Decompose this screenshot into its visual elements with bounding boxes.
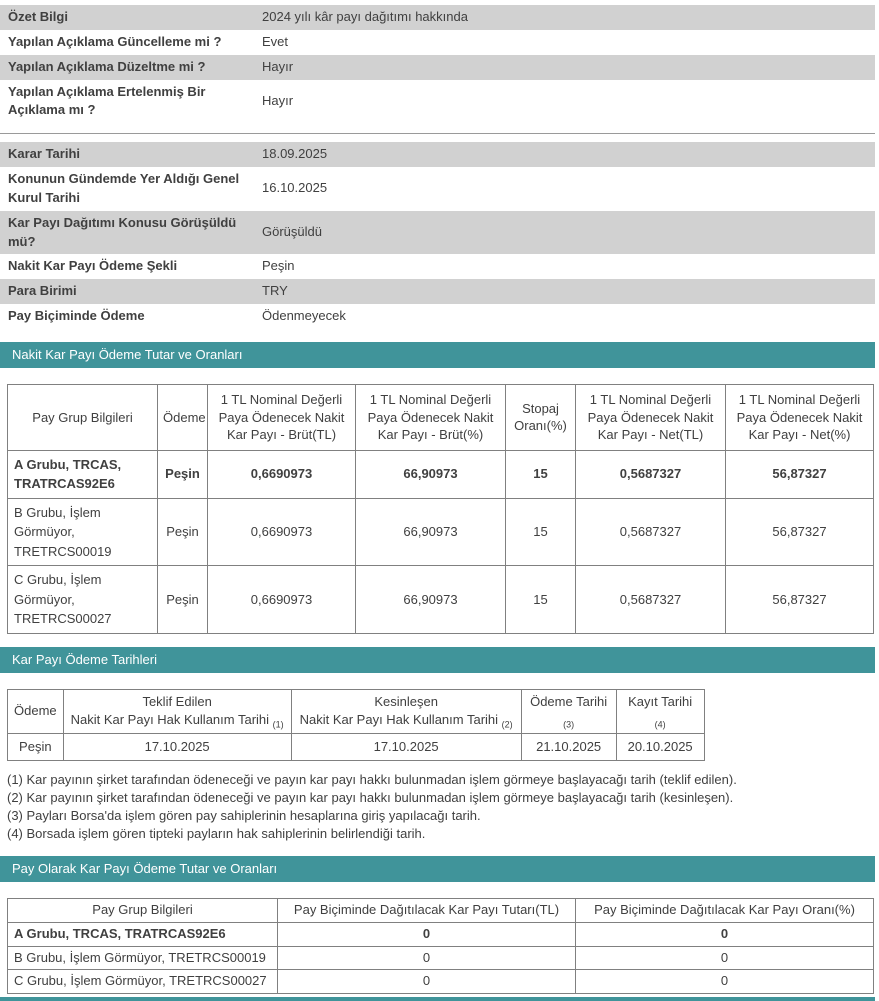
section-header-stock-dividend: Pay Olarak Kar Payı Ödeme Tutar ve Oranları xyxy=(0,856,875,882)
footnote-ref-1: (1) xyxy=(272,720,284,731)
info-value: Hayır xyxy=(262,92,294,108)
footnote-ref-3: (3) xyxy=(563,720,575,731)
col-header-pay-grup: Pay Grup Bilgileri xyxy=(8,384,158,450)
footnote-ref-2: (2) xyxy=(501,720,513,731)
cell-brut-pct: 66,90973 xyxy=(356,498,506,566)
cell-net-pct: 56,87327 xyxy=(726,566,874,634)
cell-brut-tl: 0,6690973 xyxy=(208,450,356,498)
footnote-1: (1) Kar payının şirket tarafından ödeneceği ve payın kar payı hakkı bulunmadan işlem görmeye başlayacağı tarih (teklif edilen). xyxy=(7,771,737,787)
col-header-net-pct: 1 TL Nominal Değerli Paya Ödenecek Nakit Kar Payı - Net(%) xyxy=(726,384,874,450)
section-header-cash-dividend: Nakit Kar Payı Ödeme Tutar ve Oranları xyxy=(0,342,875,368)
info-label: Nakit Kar Payı Ödeme Şekli xyxy=(8,258,178,274)
col-header-kayit-tarihi xyxy=(616,689,704,734)
info-row-guncelleme xyxy=(0,30,875,55)
stock-dividend-table xyxy=(7,898,874,995)
cell-brut-pct: 66,90973 xyxy=(356,566,506,634)
col-header-brut-tl: 1 TL Nominal Değerli Paya Ödenecek Nakit Kar Payı - Brüt(TL) xyxy=(208,384,356,450)
info-row-pay-biciminde-odeme xyxy=(0,304,875,329)
cell-odeme: Peşin xyxy=(8,734,64,761)
cell-group: C Grubu, İşlem Görmüyor, TRETRCS00027 xyxy=(8,566,158,634)
table-row-pesin xyxy=(8,734,705,761)
cell-net-tl: 0,5687327 xyxy=(576,566,726,634)
col-header-oran-pct: Pay Biçiminde Dağıtılacak Kar Payı Oranı(%) xyxy=(576,898,874,922)
info-row-para-birimi xyxy=(0,279,875,304)
col-header-pay-grup: Pay Grup Bilgileri xyxy=(8,898,278,922)
cell-net-tl: 0,5687327 xyxy=(576,450,726,498)
cell-stopaj: 15 xyxy=(506,450,576,498)
cell-stopaj: 15 xyxy=(506,498,576,566)
cell-odeme-tarihi: 21.10.2025 xyxy=(521,734,616,761)
cash-dividend-table xyxy=(7,384,874,634)
cell-net-pct: 56,87327 xyxy=(726,498,874,566)
cell-group: B Grubu, İşlem Görmüyor, TRETRCS00019 xyxy=(8,498,158,566)
cell-brut-pct: 66,90973 xyxy=(356,450,506,498)
cell-odeme: Peşin xyxy=(158,566,208,634)
info-value: 16.10.2025 xyxy=(262,180,328,196)
cell-tutar: 0 xyxy=(278,922,576,946)
cell-oran: 0 xyxy=(576,946,874,970)
info-label: Yapılan Açıklama Ertelenmiş Bir Açıklama mı ? xyxy=(8,83,206,118)
col-header-odeme: Ödeme xyxy=(8,689,64,734)
info-value: Evet xyxy=(262,33,289,49)
info-row-karar-tarihi xyxy=(0,142,875,167)
table-row-b-grubu xyxy=(8,498,874,566)
cell-teklif-tarih: 17.10.2025 xyxy=(63,734,291,761)
payment-dates-table xyxy=(7,689,705,761)
cell-oran: 0 xyxy=(576,970,874,994)
info-value: Ödenmeyecek xyxy=(262,308,346,324)
table-row-a-grubu xyxy=(8,450,874,498)
table-header-row xyxy=(8,384,874,450)
info-row-duzeltme xyxy=(0,55,875,80)
cell-tutar: 0 xyxy=(278,970,576,994)
info-label: Özet Bilgi xyxy=(8,9,68,24)
cell-group: B Grubu, İşlem Görmüyor, TRETRCS00019 xyxy=(8,946,278,970)
header-line2: Nakit Kar Payı Hak Kullanım Tarihi xyxy=(70,712,270,728)
info-row-ozet-bilgi xyxy=(0,5,875,30)
info-label: Pay Biçiminde Ödeme xyxy=(8,308,145,324)
header-line1: Teklif Edilen xyxy=(142,693,212,709)
cell-brut-tl: 0,6690973 xyxy=(208,566,356,634)
col-header-stopaj: Stopaj Oranı(%) xyxy=(506,384,576,450)
info-label: Konunun Gündemde Yer Aldığı Genel Kurul Tarihi xyxy=(8,171,240,205)
col-header-odeme: Ödeme xyxy=(158,384,208,450)
info-label: Yapılan Açıklama Güncelleme mi ? xyxy=(8,33,222,49)
header-line1: Kesinleşen xyxy=(374,693,438,709)
table-row-b-grubu xyxy=(8,946,874,970)
col-header-odeme-tarihi xyxy=(521,689,616,734)
table-row-a-grubu xyxy=(8,922,874,946)
info-value: 18.09.2025 xyxy=(262,146,328,162)
cell-group: A Grubu, TRCAS, TRATRCAS92E6 xyxy=(8,450,158,498)
info-label: Yapılan Açıklama Düzeltme mi ? xyxy=(8,58,206,74)
header-text: Kayıt Tarihi xyxy=(628,693,693,709)
header-text: Ödeme Tarihi xyxy=(530,693,608,709)
info-value: Görüşüldü xyxy=(262,224,322,240)
info-row-gorusuldu-mu xyxy=(0,211,875,255)
info-row-ertelenmis xyxy=(0,80,875,124)
section-header-payment-dates: Kar Payı Ödeme Tarihleri xyxy=(0,647,875,673)
next-section-band-cutoff xyxy=(0,997,875,1001)
cell-stopaj: 15 xyxy=(506,566,576,634)
info-label: Kar Payı Dağıtımı Konusu Görüşüldü mü? xyxy=(8,214,237,249)
table-header-row xyxy=(8,898,874,922)
col-header-net-tl: 1 TL Nominal Değerli Paya Ödenecek Nakit Kar Payı - Net(TL) xyxy=(576,384,726,450)
table-header-row xyxy=(8,689,705,734)
header-line2: Nakit Kar Payı Hak Kullanım Tarihi xyxy=(299,712,499,728)
footnotes xyxy=(7,771,879,843)
cell-tutar: 0 xyxy=(278,946,576,970)
table-row-c-grubu xyxy=(8,970,874,994)
info-value: Peşin xyxy=(262,258,295,274)
footnote-3: (3) Payları Borsa'da işlem gören pay sahiplerinin hesaplarına giriş yapılacağı tarih. xyxy=(7,807,481,823)
col-header-kesinlesen xyxy=(291,689,521,734)
cell-oran: 0 xyxy=(576,922,874,946)
cell-group: A Grubu, TRCAS, TRATRCAS92E6 xyxy=(8,922,278,946)
cell-net-tl: 0,5687327 xyxy=(576,498,726,566)
cell-net-pct: 56,87327 xyxy=(726,450,874,498)
info-value: TRY xyxy=(262,283,288,299)
cell-group: C Grubu, İşlem Görmüyor, TRETRCS00027 xyxy=(8,970,278,994)
col-header-brut-pct: 1 TL Nominal Değerli Paya Ödenecek Nakit Kar Payı - Brüt(%) xyxy=(356,384,506,450)
cell-odeme: Peşin xyxy=(158,498,208,566)
info-label: Karar Tarihi xyxy=(8,146,81,162)
info-value: 2024 yılı kâr payı dağıtımı hakkında xyxy=(262,9,468,24)
col-header-tutar-tl: Pay Biçiminde Dağıtılacak Kar Payı Tutarı(TL) xyxy=(278,898,576,922)
cell-brut-tl: 0,6690973 xyxy=(208,498,356,566)
cell-kesin-tarih: 17.10.2025 xyxy=(291,734,521,761)
cell-kayit-tarihi: 20.10.2025 xyxy=(616,734,704,761)
info-row-genel-kurul-tarihi xyxy=(0,167,875,211)
cell-odeme: Peşin xyxy=(158,450,208,498)
col-header-teklif-edilen xyxy=(63,689,291,734)
info-label: Para Birimi xyxy=(8,283,77,299)
divider xyxy=(0,133,875,134)
footnote-4: (4) Borsada işlem gören tipteki payların hak sahiplerinin belirlendiği tarih. xyxy=(7,825,426,841)
info-row-odeme-sekli xyxy=(0,254,875,279)
footnote-2: (2) Kar payının şirket tarafından ödeneceği ve payın kar payı hakkı bulunmadan işlem görmeye başlayacağı tarih (kesinleşen). xyxy=(7,789,734,805)
table-row-c-grubu xyxy=(8,566,874,634)
footnote-ref-4: (4) xyxy=(654,720,666,731)
info-value: Hayır xyxy=(262,58,294,74)
